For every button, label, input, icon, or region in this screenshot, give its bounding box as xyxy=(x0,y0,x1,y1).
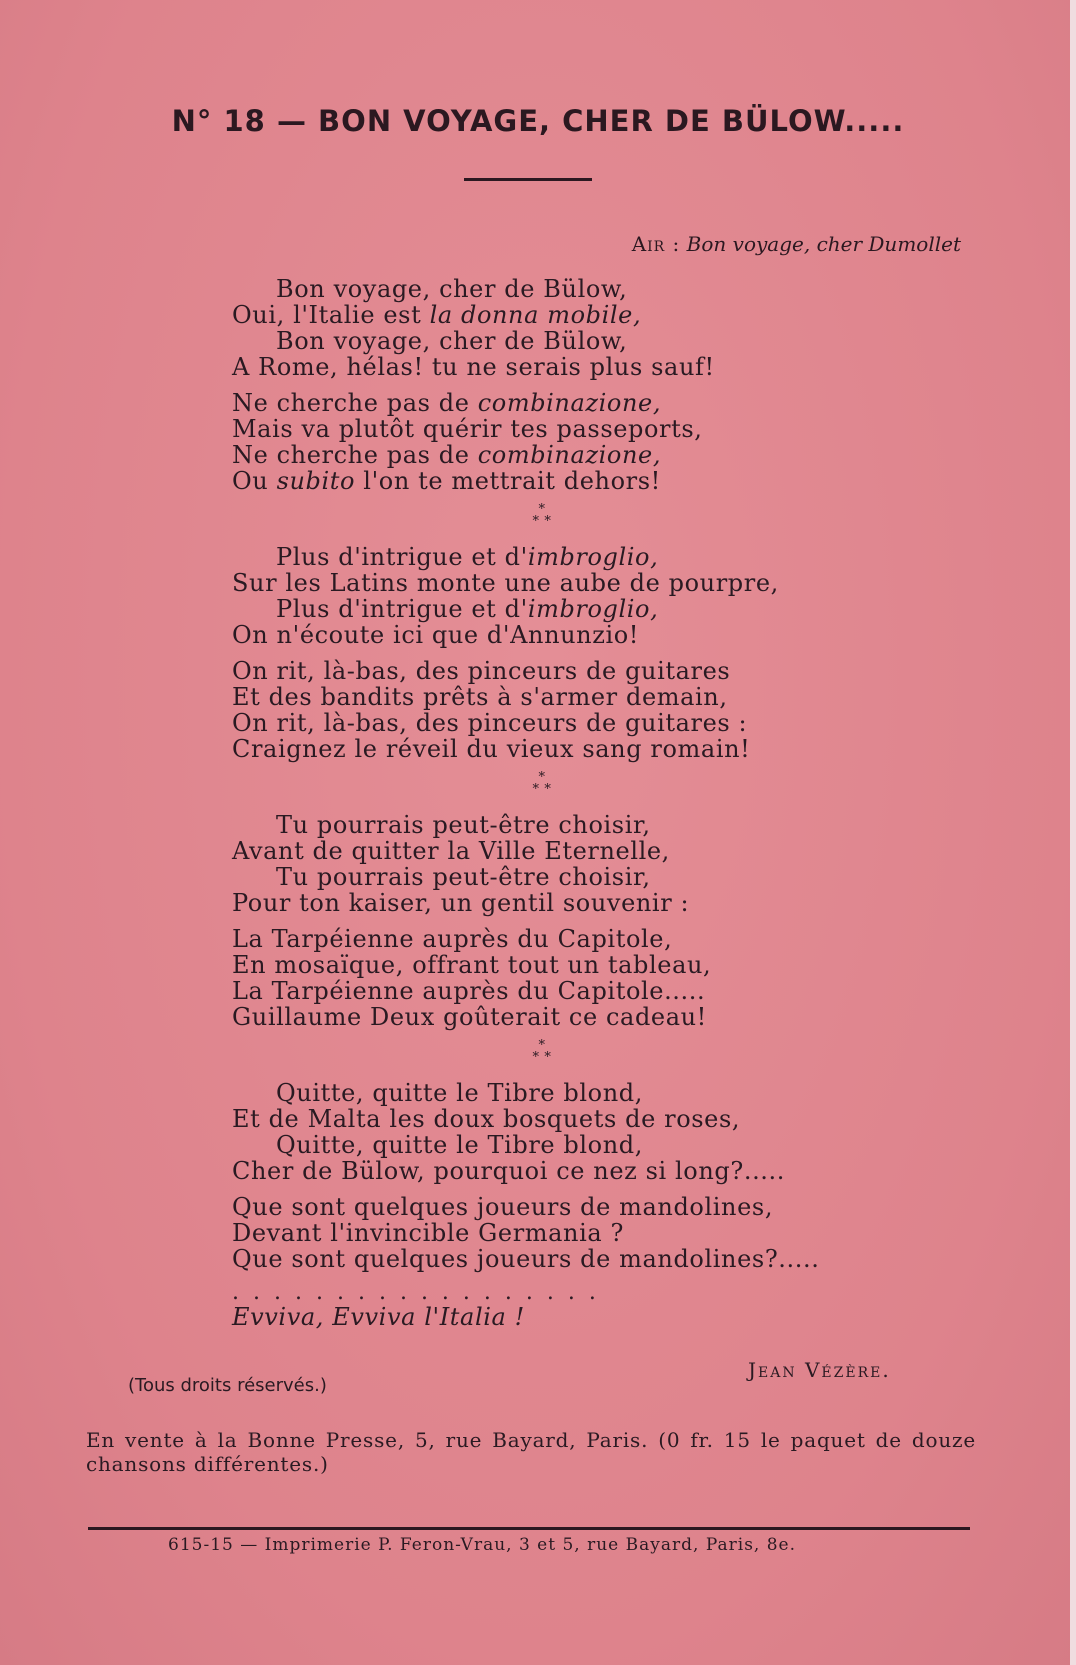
verse-line: A Rome, hélas! tu ne serais plus sauf! xyxy=(232,353,715,381)
asterism: * * * xyxy=(532,770,552,797)
verse-line: Ne cherche pas de combinazione, xyxy=(232,441,662,469)
dotted-leader: .................. xyxy=(232,1280,610,1305)
imprint-line: 615-15 — Imprimerie P. Feron-Vrau, 3 et 5, rue Bayard, Paris, 8e. xyxy=(168,1535,797,1555)
italic-phrase: combinazione, xyxy=(477,441,662,469)
verse-line: Que sont quelques joueurs de mandolines?..... xyxy=(232,1245,820,1273)
italic-phrase: combinazione, xyxy=(477,389,662,417)
stanza xyxy=(232,276,952,380)
verse-line: Tu pourrais peut-être choisir, xyxy=(276,811,651,839)
air-line xyxy=(632,232,961,256)
verse-line: Et de Malta les doux bosquets de roses, xyxy=(232,1105,741,1133)
verse-line: On rit, là-bas, des pinceurs de guitares : xyxy=(232,709,748,737)
verse-line: Devant l'invincible Germania ? xyxy=(232,1219,624,1247)
stanza xyxy=(232,926,952,1030)
verse-line: Quitte, quitte le Tibre blond, xyxy=(276,1079,643,1107)
author: Jean Vézère. xyxy=(748,1358,891,1382)
verse-line: Mais va plutôt quérir tes passeports, xyxy=(232,415,703,443)
verse-line: On n'écoute ici que d'Annunzio! xyxy=(232,621,640,649)
italic-phrase: imbroglio, xyxy=(527,595,659,623)
stanza xyxy=(232,658,952,762)
verse-line: Cher de Bülow, pourquoi ce nez si long?..... xyxy=(232,1157,785,1185)
verse-line: Bon voyage, cher de Bülow, xyxy=(276,327,628,355)
verse-line: Pour ton kaiser, un gentil souvenir : xyxy=(232,889,690,917)
air-tune: Bon voyage, cher Dumollet xyxy=(686,232,961,256)
verse-line: Guillaume Deux goûterait ce cadeau! xyxy=(232,1003,707,1031)
verse-line: Ne cherche pas de combinazione, xyxy=(232,389,662,417)
stanza xyxy=(232,812,952,916)
stanza xyxy=(232,1194,952,1272)
verse-line: La Tarpéienne auprès du Capitole..... xyxy=(232,977,706,1005)
verse-line: La Tarpéienne auprès du Capitole, xyxy=(232,925,673,953)
title-rule xyxy=(464,178,592,181)
verse-line: Quitte, quitte le Tibre blond, xyxy=(276,1131,643,1159)
verse-line: En mosaïque, offrant tout un tableau, xyxy=(232,951,712,979)
evviva-line: Evviva, Evviva l'Italia ! xyxy=(232,1303,525,1331)
verse-line: Et des bandits prêts à s'armer demain, xyxy=(232,683,728,711)
sale-notice: En vente à la Bonne Presse, 5, rue Bayard, Paris. (0 fr. 15 le paquet de douze chansons différentes.) xyxy=(86,1428,976,1476)
asterism: * * * xyxy=(532,1038,552,1065)
verse-line: Avant de quitter la Ville Eternelle, xyxy=(232,837,670,865)
italic-phrase: la donna mobile, xyxy=(429,301,642,329)
verse-line: Craignez le réveil du vieux sang romain! xyxy=(232,735,751,763)
poem xyxy=(232,276,952,1330)
verse-line: Que sont quelques joueurs de mandolines, xyxy=(232,1193,774,1221)
italic-phrase: subito xyxy=(276,467,356,495)
stanza xyxy=(232,1080,952,1184)
verse-line: Tu pourrais peut-être choisir, xyxy=(276,863,651,891)
verse-line: Oui, l'Italie est la donna mobile, xyxy=(232,301,642,329)
bottom-rule xyxy=(88,1527,970,1530)
verse-line: Plus d'intrigue et d'imbroglio, xyxy=(276,595,659,623)
verse-line: On rit, là-bas, des pinceurs de guitares xyxy=(232,657,731,685)
asterism: * * * xyxy=(532,502,552,529)
air-label: Air : xyxy=(631,232,681,256)
stanza xyxy=(232,390,952,494)
verse-line: Plus d'intrigue et d'imbroglio, xyxy=(276,543,659,571)
song-title: N° 18 — BON VOYAGE, CHER DE BÜLOW..... xyxy=(171,104,905,138)
stanza xyxy=(232,544,952,648)
italic-phrase: imbroglio, xyxy=(527,543,659,571)
rights-reserved: (Tous droits réservés.) xyxy=(128,1375,327,1396)
verse-line: Ou subito l'on te mettrait dehors! xyxy=(232,467,661,495)
verse-line: Sur les Latins monte une aube de pourpre, xyxy=(232,569,779,597)
verse-line: Bon voyage, cher de Bülow, xyxy=(276,275,628,303)
page-edge xyxy=(1070,0,1076,1665)
